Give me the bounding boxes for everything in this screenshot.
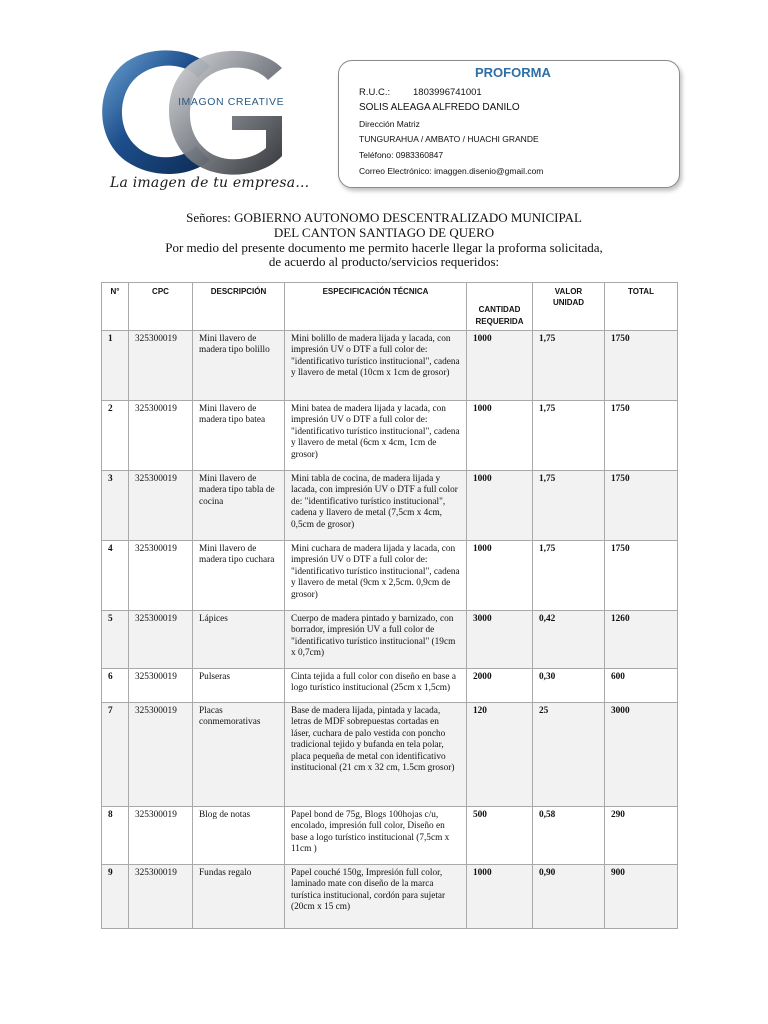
cell-unit-value: 25 xyxy=(533,703,605,807)
table-header-row xyxy=(102,283,678,331)
cell-item-number: 5 xyxy=(102,611,129,669)
cell-description: Placas conmemorativas xyxy=(193,703,285,807)
table-row xyxy=(102,865,678,929)
cell-description: Blog de notas xyxy=(193,807,285,865)
cell-specification: Cuerpo de madera pintado y barnizado, con borrador, impresión UV a full color de "identificativo turístico institucional" (19cm x 0,7cm) xyxy=(285,611,467,669)
cell-total: 1750 xyxy=(605,471,678,541)
cell-total: 1750 xyxy=(605,541,678,611)
cell-specification: Mini cuchara de madera lijada y lacada, con impresión UV o DTF a full color de: "identificativo turístico institucional", cadena y llavero de metal (9cm x 2,5cm. 0,9cm de grosor) xyxy=(285,541,467,611)
cell-total: 3000 xyxy=(605,703,678,807)
header-unit-value: VALOR UNIDAD xyxy=(533,283,605,331)
cell-quantity: 1000 xyxy=(467,471,533,541)
cell-unit-value: 1,75 xyxy=(533,331,605,401)
company-tagline: La imagen de tu empresa... xyxy=(110,175,310,191)
cell-quantity: 3000 xyxy=(467,611,533,669)
cell-cpc: 325300019 xyxy=(129,611,193,669)
table-row xyxy=(102,807,678,865)
cell-unit-value: 0,42 xyxy=(533,611,605,669)
cell-item-number: 7 xyxy=(102,703,129,807)
cell-cpc: 325300019 xyxy=(129,471,193,541)
cell-specification: Papel couché 150g, Impresión full color, laminado mate con diseño de la marca turística institucional, cordón para sujetar (20cm x 15 cm) xyxy=(285,865,467,929)
table-row xyxy=(102,331,678,401)
cell-quantity: 120 xyxy=(467,703,533,807)
cell-description: Fundas regalo xyxy=(193,865,285,929)
proforma-title: PROFORMA xyxy=(475,65,551,80)
cell-item-number: 3 xyxy=(102,471,129,541)
recipient-line xyxy=(0,211,768,226)
cell-total: 1750 xyxy=(605,401,678,471)
cell-quantity: 1000 xyxy=(467,541,533,611)
cell-unit-value: 0,58 xyxy=(533,807,605,865)
cell-cpc: 325300019 xyxy=(129,401,193,471)
proforma-info-box xyxy=(338,60,680,188)
cell-unit-value: 1,75 xyxy=(533,541,605,611)
intro-sentence-2: de acuerdo al producto/servicios requeridos: xyxy=(268,254,500,269)
cell-total: 290 xyxy=(605,807,678,865)
recipient-name: GOBIERNO AUTONOMO DESCENTRALIZADO MUNICIPAL xyxy=(234,210,582,225)
ruc-value: 1803996741001 xyxy=(413,87,482,98)
cell-cpc: 325300019 xyxy=(129,807,193,865)
table-row xyxy=(102,541,678,611)
cell-specification: Base de madera lijada, pintada y lacada, letras de MDF sobrepuestas cortadas en láser, cuchara de palo vestida con poncho tradicional tejido y bufanda en tela polar, placa pequeña de metal con identificativo institucional (21 cm x 32 cm, 1.5cm grosor) xyxy=(285,703,467,807)
cell-total: 900 xyxy=(605,865,678,929)
cell-quantity: 1000 xyxy=(467,331,533,401)
cell-item-number: 2 xyxy=(102,401,129,471)
cell-cpc: 325300019 xyxy=(129,865,193,929)
intro-sentence-1: Por medio del presente documento me permito hacerle llegar la proforma solicitada, xyxy=(165,240,603,255)
cell-specification: Cinta tejida a full color con diseño en base a logo turístico institucional (25cm x 1,5cm) xyxy=(285,669,467,703)
recipient-prefix: Señores: xyxy=(186,210,235,225)
ruc-label: R.U.C.: xyxy=(359,87,391,98)
proforma-items-table xyxy=(101,282,678,929)
cell-quantity: 1000 xyxy=(467,401,533,471)
header-quantity: CANTIDAD REQUERIDA xyxy=(467,283,533,331)
brand-name: IMAGON CREATIVE xyxy=(178,96,285,108)
cell-cpc: 325300019 xyxy=(129,669,193,703)
table-row xyxy=(102,401,678,471)
cell-quantity: 500 xyxy=(467,807,533,865)
table-row xyxy=(102,703,678,807)
cell-specification: Mini tabla de cocina, de madera lijada y lacada, con impresión UV o DTF a full color de: "identificativo turístico institucional", cadena y llavero de metal (7,5cm x 4cm, 0,5cm de grosor) xyxy=(285,471,467,541)
header-cpc: CPC xyxy=(129,283,193,331)
header-description: DESCRIPCIÓN xyxy=(193,283,285,331)
cell-description: Mini llavero de madera tipo bolillo xyxy=(193,331,285,401)
cell-description: Mini llavero de madera tipo batea xyxy=(193,401,285,471)
table-row xyxy=(102,669,678,703)
cell-description: Mini llavero de madera tipo tabla de cocina xyxy=(193,471,285,541)
phone-line: Teléfono: 0983360847 xyxy=(359,150,444,160)
cell-specification: Mini bolillo de madera lijada y lacada, con impresión UV o DTF a full color de: "identificativo turístico institucional", cadena y llavero de metal (10cm x 1cm de grosor) xyxy=(285,331,467,401)
cell-specification: Mini batea de madera lijada y lacada, con impresión UV o DTF a full color de: "identificativo turístico institucional", cadena y llavero de metal (6cm x 4cm, 1cm de grosor) xyxy=(285,401,467,471)
cell-item-number: 4 xyxy=(102,541,129,611)
cell-quantity: 2000 xyxy=(467,669,533,703)
cell-item-number: 6 xyxy=(102,669,129,703)
cell-item-number: 9 xyxy=(102,865,129,929)
cell-description: Lápices xyxy=(193,611,285,669)
recipient-line-2: DEL CANTON SANTIAGO DE QUERO xyxy=(273,225,495,240)
cell-description: Mini llavero de madera tipo cuchara xyxy=(193,541,285,611)
header-total: TOTAL xyxy=(605,283,678,331)
cell-cpc: 325300019 xyxy=(129,703,193,807)
table-row xyxy=(102,471,678,541)
header-spec: ESPECIFICACIÓN TÉCNICA xyxy=(285,283,467,331)
cell-total: 1260 xyxy=(605,611,678,669)
cell-total: 1750 xyxy=(605,331,678,401)
cell-cpc: 325300019 xyxy=(129,541,193,611)
cell-item-number: 1 xyxy=(102,331,129,401)
cell-total: 600 xyxy=(605,669,678,703)
cell-unit-value: 0,90 xyxy=(533,865,605,929)
cell-item-number: 8 xyxy=(102,807,129,865)
cell-specification: Papel bond de 75g, Blogs 100hojas c/u, encolado, impresión full color, Diseño en base a logo turístico institucional (7,5cm x 11cm ) xyxy=(285,807,467,865)
address-label: Dirección Matriz xyxy=(359,119,420,129)
header-num: N° xyxy=(102,283,129,331)
table-row xyxy=(102,611,678,669)
cell-cpc: 325300019 xyxy=(129,331,193,401)
cell-unit-value: 1,75 xyxy=(533,401,605,471)
cell-unit-value: 1,75 xyxy=(533,471,605,541)
cell-description: Pulseras xyxy=(193,669,285,703)
owner-name: SOLIS ALEAGA ALFREDO DANILO xyxy=(359,102,520,113)
cell-unit-value: 0,30 xyxy=(533,669,605,703)
cell-quantity: 1000 xyxy=(467,865,533,929)
email-line: Correo Electrónico: imaggen.disenio@gmail.com xyxy=(359,166,544,176)
address-value: TUNGURAHUA / AMBATO / HUACHI GRANDE xyxy=(359,134,539,144)
